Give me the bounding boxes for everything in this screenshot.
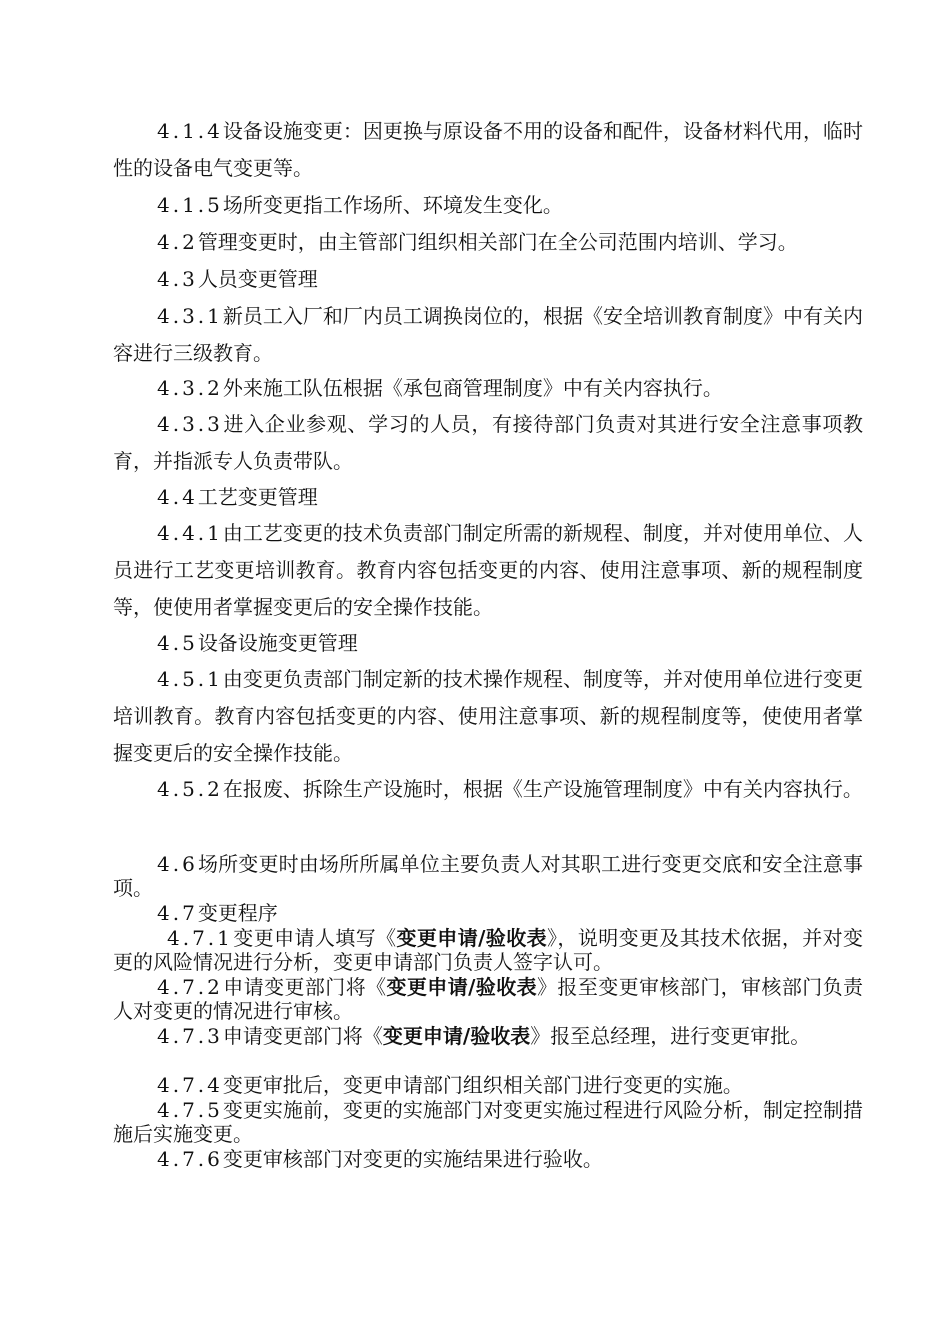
heading-4-7 — [113, 901, 863, 925]
paragraph-4-7-3 — [113, 1024, 863, 1048]
section-number: 4.7.6 — [157, 1147, 223, 1171]
paragraph-text-post: 》报至变更审核部门，审核部门负责人对变更的情况进行审核。 — [113, 975, 864, 1023]
heading-4-3 — [113, 261, 863, 298]
paragraph-text: 管理变更时，由主管部门组织相关部门在全公司范围内培训、学习。 — [197, 230, 798, 254]
paragraph-4-7-6 — [113, 1147, 863, 1171]
section-number: 4.5.1 — [157, 667, 223, 691]
paragraph-text: 场所变更时由场所所属单位主要负责人对其职工进行变更交底和安全注意事项。 — [113, 852, 863, 900]
paragraph-text: 场所变更指工作场所、环境发生变化。 — [222, 193, 563, 217]
section-number: 4.4.1 — [157, 521, 223, 545]
paragraph-text-pre: 申请变更部门将《 — [222, 975, 387, 999]
paragraph-4-2 — [113, 224, 863, 261]
section-number: 4.5.2 — [157, 777, 223, 801]
paragraph-text: 变更审批后，变更申请部门组织相关部门进行变更的实施。 — [222, 1073, 743, 1097]
paragraph-text: 由工艺变更的技术负责部门制定所需的新规程、制度，并对使用单位、人员进行工艺变更培训教育。教育内容包括变更的内容、使用注意事项、新的规程制度等，使使用者掌握变更后的安全操作技能。 — [113, 521, 863, 619]
paragraph-text-post: 》报至总经理，进行变更审批。 — [530, 1024, 811, 1048]
section-number: 4.6 — [157, 852, 198, 876]
paragraph-text: 进入企业参观、学习的人员，有接待部门负责对其进行安全注意事项教育，并指派专人负责带队。 — [113, 412, 863, 473]
section-heading: 设备设施变更管理 — [197, 631, 358, 655]
paragraph-4-7-1 — [113, 926, 863, 974]
paragraph-4-5-2 — [113, 771, 863, 808]
form-name-bold: 变更申请/验收表 — [382, 1024, 531, 1048]
paragraph-4-3-3 — [113, 406, 863, 480]
section-number: 4.1.5 — [157, 193, 223, 217]
heading-4-5 — [113, 625, 863, 662]
section-number: 4.7.4 — [157, 1073, 223, 1097]
section-number: 4.7.5 — [157, 1098, 223, 1122]
paragraph-text: 新员工入厂和厂内员工调换岗位的，根据《安全培训教育制度》中有关内容进行三级教育。 — [113, 304, 863, 365]
paragraph-4-4-1 — [113, 515, 863, 626]
section-number: 4.7.1 — [167, 926, 233, 950]
paragraph-4-7-5 — [113, 1098, 863, 1146]
heading-4-4 — [113, 479, 863, 516]
section-heading: 工艺变更管理 — [197, 485, 318, 509]
paragraph-text: 设备设施变更：因更换与原设备不用的设备和配件，设备材料代用，临时性的设备电气变更等。 — [113, 119, 863, 180]
section-number: 4.4 — [157, 485, 198, 509]
section-number: 4.7.3 — [157, 1024, 223, 1048]
section-heading: 人员变更管理 — [197, 267, 318, 291]
paragraph-4-7-4 — [113, 1073, 863, 1097]
paragraph-text-pre: 申请变更部门将《 — [222, 1024, 383, 1048]
section-number: 4.3.3 — [157, 412, 223, 436]
form-name-bold: 变更申请/验收表 — [396, 926, 548, 950]
paragraph-4-1-5 — [113, 187, 863, 224]
section-number: 4.3.1 — [157, 304, 223, 328]
section-number: 4.3.2 — [157, 376, 223, 400]
paragraph-text: 由变更负责部门制定新的技术操作规程、制度等，并对使用单位进行变更培训教育。教育内容包括变更的内容、使用注意事项、新的规程制度等，使使用者掌握变更后的安全操作技能。 — [113, 667, 863, 765]
section-number: 4.1.4 — [157, 119, 223, 143]
paragraph-4-3-1 — [113, 298, 863, 372]
section-number: 4.5 — [157, 631, 198, 655]
paragraph-text: 变更实施前，变更的实施部门对变更实施过程进行风险分析，制定控制措施后实施变更。 — [113, 1098, 863, 1146]
paragraph-text-post: 》，说明变更及其技术依据，并对变更的风险情况进行分析，变更申请部门负责人签字认可。 — [113, 926, 864, 974]
paragraph-text: 外来施工队伍根据《承包商管理制度》中有关内容执行。 — [222, 376, 723, 400]
form-name-bold: 变更申请/验收表 — [386, 975, 538, 999]
paragraph-text-pre: 变更申请人填写《 — [232, 926, 397, 950]
section-number: 4.2 — [157, 230, 198, 254]
paragraph-4-1-4 — [113, 113, 863, 187]
paragraph-4-7-2 — [113, 975, 863, 1023]
paragraph-4-6 — [113, 852, 863, 900]
paragraph-text: 变更审核部门对变更的实施结果进行验收。 — [222, 1147, 603, 1171]
section-number: 4.3 — [157, 267, 198, 291]
section-number: 4.7 — [157, 901, 198, 925]
paragraph-4-3-2 — [113, 370, 863, 407]
paragraph-4-5-1 — [113, 661, 863, 772]
section-heading: 变更程序 — [197, 901, 278, 925]
section-number: 4.7.2 — [157, 975, 223, 999]
paragraph-text: 在报废、拆除生产设施时，根据《生产设施管理制度》中有关内容执行。 — [222, 777, 863, 801]
